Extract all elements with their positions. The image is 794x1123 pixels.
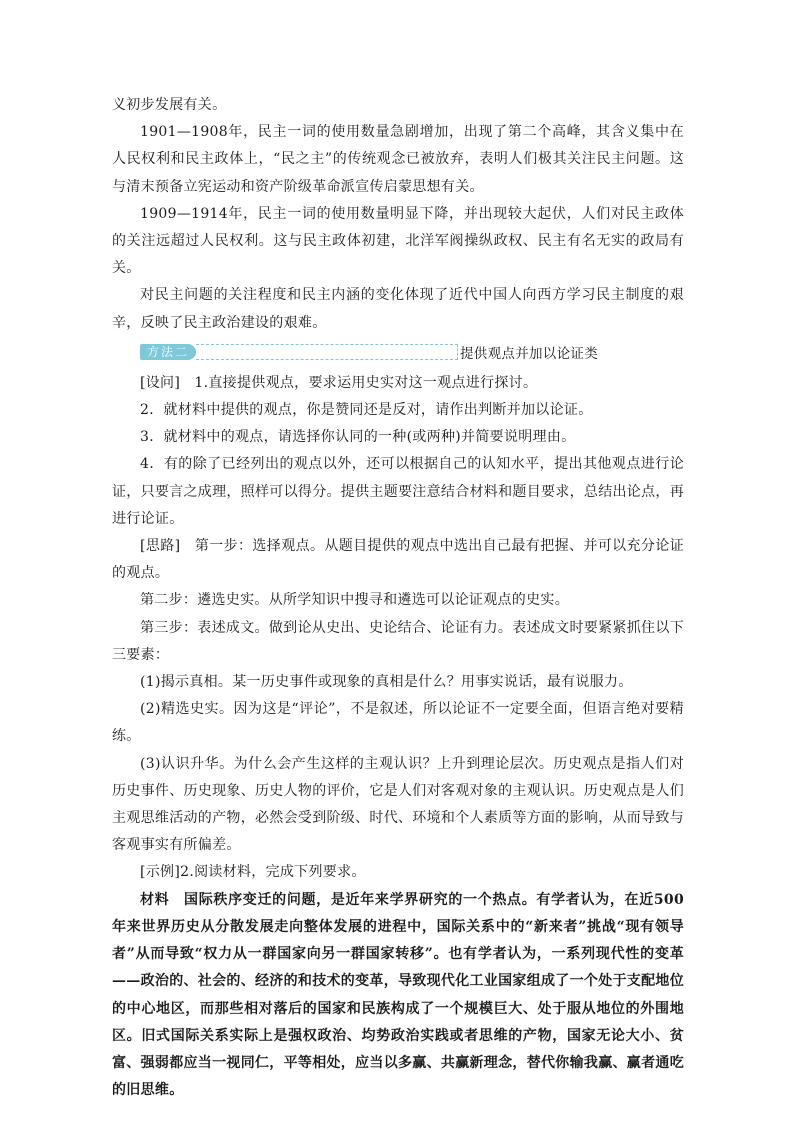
method-title: 提供观点并加以论证类 [460,345,598,362]
approach-step-2: 第二步：遴选史实。从所学知识中搜寻和遴选可以论证观点的史实。 [140,592,569,609]
approach-step-1: [思路] 第一步：选择观点。从题目提供的观点中选出自己最有把握、并可以充分论证的观点。 [112,538,684,582]
method-badge: 方法二 [140,344,196,360]
element-1-reveal-truth: (1)揭示真相。某一历史事件或现象的真相是什么？用事实说话，最有说服力。 [140,674,633,691]
method-header [140,342,684,368]
question-item-4: 4．有的除了已经列出的观点以外，还可以根据自己的认知水平，提出其他观点进行论证，只要言之成理，照样可以得分。提供主题要注意结合材料和题目要求，总结出论点，再进行论证。 [112,456,684,527]
question-item-3: 3．就材料中的观点，请选择你认同的一种(或两种)并简要说明理由。 [140,429,576,446]
question-item-1: [设问] 1.直接提供观点，要求运用史实对这一观点进行探讨。 [140,374,538,391]
element-3-sublimation: (3)认识升华。为什么会产生这样的主观认识？上升到理论层次。历史观点是指人们对历史事件、历史现象、历史人物的评价，它是人们对客观对象的主观认识。历史观点是人们主观思维活动的产物，必然会受到阶级、时代、环境和个人素质等方面的影响，从而导致与客观事实有所偏差。 [112,755,684,854]
paragraph-1901-1908: 1901—1908年，民主一词的使用数量急剧增加，出现了第二个高峰，其含义集中在人民权利和民主政体上，“民之主”的传统观念已被放弃，表明人们极其关注民主问题。这与清末预备立宪运动和资产阶级革命派宣传启蒙思想有关。 [112,124,684,195]
document-body [112,92,684,1104]
paragraph-continuation: 义初步发展有关。 [112,97,227,113]
question-item-2: 2．就材料中提供的观点，你是赞同还是反对，请作出判断并加以论证。 [140,402,593,419]
approach-step-3: 第三步：表述成文。做到论从史出、史论结合、论证有力。表述成文时要紧紧抓住以下三要素： [112,619,684,663]
paragraph-1909-1914: 1909—1914年，民主一词的使用数量明显下降，并出现较大起伏，人们对民主政体的关注远超过人民权利。这与民主政体初建，北洋军阀操纵政权、民主有名无实的政局有关。 [112,205,684,277]
material-text: 材料 国际秩序变迁的问题，是近年来学界研究的一个热点。有学者认为，在近500年来世界历史从分散发展走向整体发展的进程中，国际关系中的“新来者”挑战“现有领导者”从而导致“权力从一群国家向另一群国家转移”。也有学者认为，一系列现代性的变革——政治的、社会的、经济的和技术的变革，导致现代化工业国家组成了一个处于支配地位的中心地区，而那些相对落后的国家和民族构成了一个规模巨大、处于服从地位的外围地区。旧式国际关系实际上是强权政治、均势政治实践或者思维的产物，国家无论大小、贫富、强弱都应当一视同仁，平等相处，应当以多赢、共赢新理念，替代你输我赢、赢者通吃的旧思维。 [112,891,684,1099]
element-2-select-facts: (2)精选史实。因为这是“评论”，不是叙述，所以论证不一定要全面，但语言绝对要精练。 [112,701,684,745]
method-dashed-frame [196,344,458,360]
example-heading: [示例]2.阅读材料，完成下列要求。 [140,864,366,881]
paragraph-conclusion: 对民主问题的关注程度和民主内涵的变化体现了近代中国人向西方学习民主制度的艰辛，反映了民主政治建设的艰难。 [112,287,684,331]
